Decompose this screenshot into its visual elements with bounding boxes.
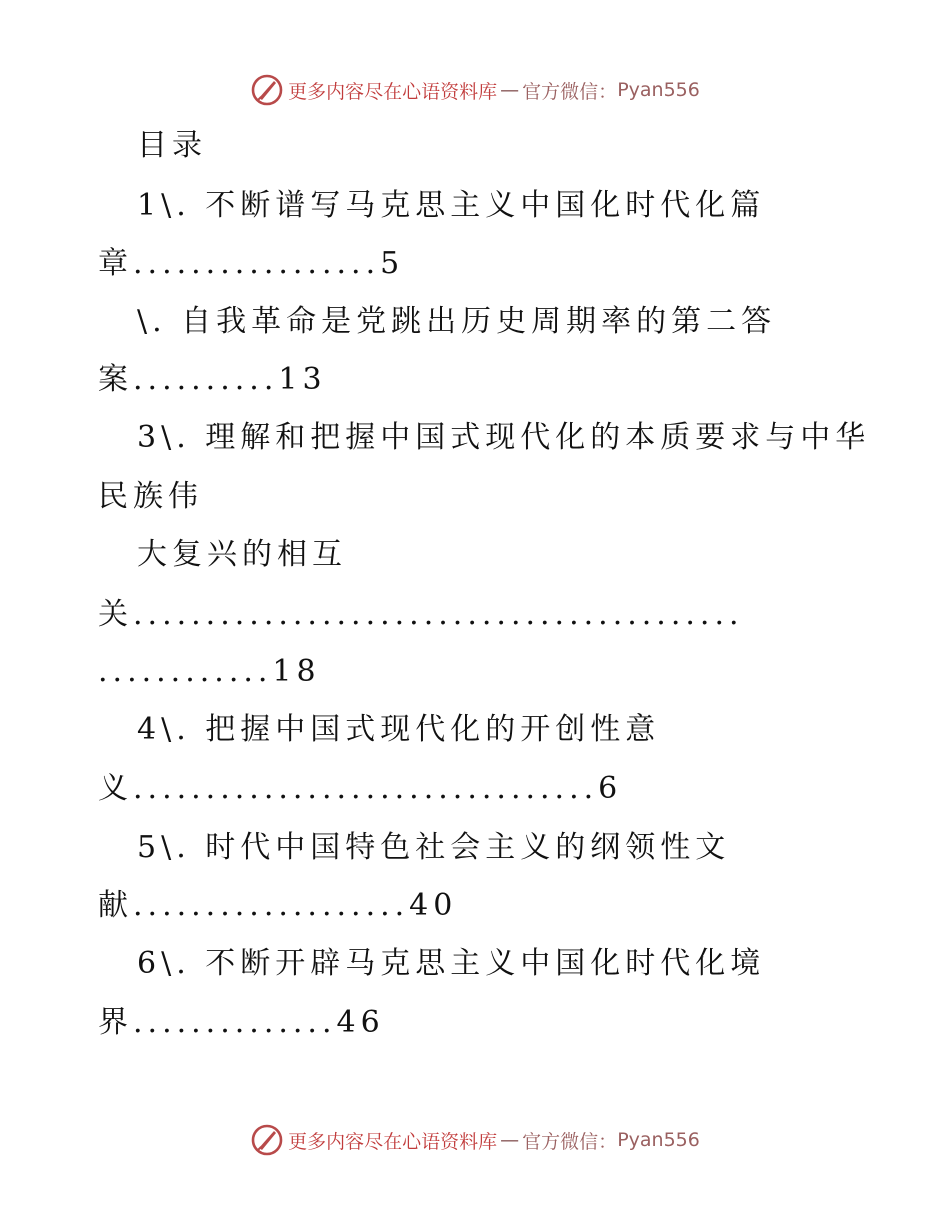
banner-wechat-id: Pyan556 xyxy=(617,79,700,101)
toc-line: 关.......................................... xyxy=(98,597,744,632)
toc-line: 献...................40 xyxy=(98,888,458,923)
footer-banner xyxy=(0,1118,950,1162)
toc-line: 民族伟 xyxy=(98,479,203,514)
toc-line: 6\. 不断开辟马克思主义中国化时代化境 xyxy=(137,946,766,981)
toc-line: 大复兴的相互 xyxy=(137,537,347,572)
toc-line: \. 自我革命是党跳出历史周期率的第二答 xyxy=(137,304,777,339)
banner-main-text: 更多内容尽在心语资料库 xyxy=(288,80,498,103)
toc-line: 章.................5 xyxy=(98,246,405,281)
quill-pen-logo-icon xyxy=(250,1123,284,1157)
toc-line: ............18 xyxy=(98,654,321,689)
banner-wechat-label: 官方微信： xyxy=(522,1130,618,1153)
banner-separator: — xyxy=(500,1129,520,1151)
banner-wechat-label: 官方微信： xyxy=(522,80,618,103)
toc-line: 5\. 时代中国特色社会主义的纲领性文 xyxy=(137,830,731,865)
toc-line: 1\. 不断谱写马克思主义中国化时代化篇 xyxy=(137,188,766,223)
toc-line: 4\. 把握中国式现代化的开创性意 xyxy=(137,712,661,747)
banner-wechat-id: Pyan556 xyxy=(617,1129,700,1151)
toc-line: 案..........13 xyxy=(98,362,327,397)
toc-title: 目录 xyxy=(137,128,207,163)
toc-line: 界..............46 xyxy=(98,1005,385,1040)
banner-separator: — xyxy=(500,79,520,101)
banner-main-text: 更多内容尽在心语资料库 xyxy=(288,1130,498,1153)
toc-line: 义................................6 xyxy=(98,771,623,806)
toc-line: 3\. 理解和把握中国式现代化的本质要求与中华 xyxy=(137,420,871,455)
